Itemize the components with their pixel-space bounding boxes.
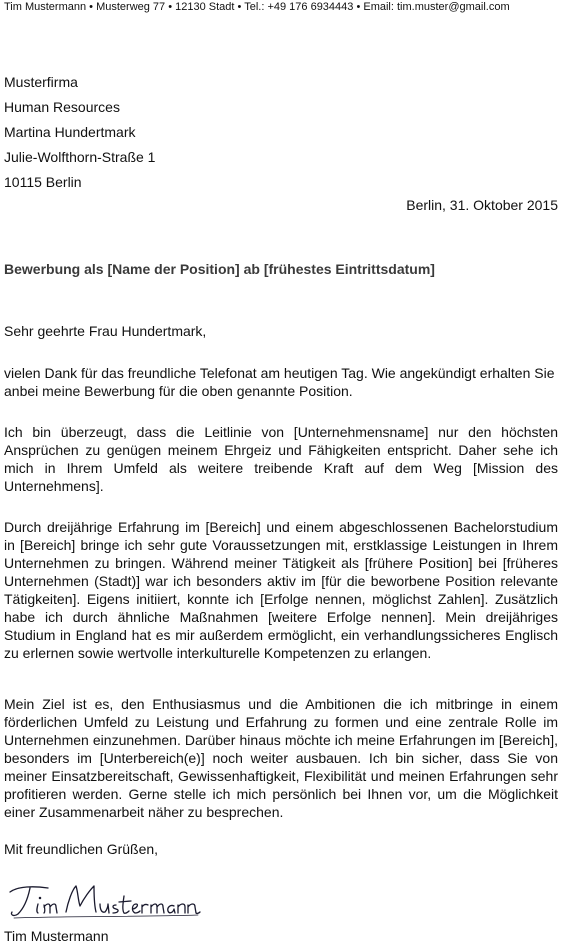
recipient-company: Musterfirma xyxy=(4,74,78,90)
salutation: Sehr geehrte Frau Hundertmark, xyxy=(4,323,207,339)
handwritten-signature xyxy=(4,878,204,922)
recipient-address xyxy=(4,70,155,195)
closing-phrase: Mit freundlichen Grüßen, xyxy=(4,841,159,857)
paragraph-2: Ich bin überzeugt, dass die Leitlinie von [Unternehmensname] nur den höchsten Ansprüchen zu genügen meinem Ehrgeiz und Fähigkeiten entspricht. Daher sehe ich mich in Ihrem Umfeld als weitere treibende Kraft auf dem Weg [Mission des Unternehmens]. xyxy=(4,424,558,494)
recipient-city: 10115 Berlin xyxy=(4,174,82,190)
recipient-department: Human Resources xyxy=(4,99,120,115)
recipient-street: Julie-Wolfthorn-Straße 1 xyxy=(4,149,156,165)
letter-date: Berlin, 31. Oktober 2015 xyxy=(406,197,558,213)
recipient-name: Martina Hundertmark xyxy=(4,124,136,140)
paragraph-3: Durch dreijährige Erfahrung im [Bereich] und einem abgeschlossenen Bachelorstudium in [Bereich] bringe ich sehr gute Voraussetzungen mit, erstklassige Leistungen in Ihrem Unternehmen zu bringen. Während meiner Tätigkeit als [frühere Position] bei [früheres Unternehmen (Stadt)] war ich besonders aktiv im [für die beworbene Position relevante Tätigkeiten]. Eigens initiiert, konnte ich [Erfolge nennen, möglichst Zahlen]. Zusätzlich habe ich durch ähnliche Maßnahmen [weitere Erfolge nennen]. Mein dreijähriges Studium in England hat es mir außerdem ermöglicht, ein verhandlungssicheres Englisch zu erlernen sowie wertvolle interkulturelle Kompetenzen zu erlangen. xyxy=(4,519,558,661)
letter-subject: Bewerbung als [Name der Position] ab [frühestes Eintrittsdatum] xyxy=(4,261,435,277)
signer-name: Tim Mustermann xyxy=(4,928,109,944)
paragraph-1: vielen Dank für das freundliche Telefonat am heutigen Tag. Wie angekündigt erhalten Sie anbei meine Bewerbung für die oben genannte Position. xyxy=(4,365,555,399)
paragraph-4: Mein Ziel ist es, den Enthusiasmus und die Ambitionen die ich mitbringe in einem förderlichen Umfeld zu Leistung und Erfahrung zu formen und eine zentrale Rolle im Unternehmen einzunehmen. Darüber hinaus möchte ich meine Erfahrungen im [Bereich], besonders im [Unterbereich(e)] noch weiter ausbauen. Ich bin sicher, dass Sie von meiner Einsatzbereitschaft, Gewissenhaftigkeit, Flexibilität und meinen Erfahrungen sehr profitieren werden. Gerne stelle ich mich persönlich bei Ihnen vor, um die Möglichkeit einer Zusammenarbeit näher zu besprechen. xyxy=(4,696,558,820)
sender-contact-line: Tim Mustermann • Musterweg 77 • 12130 Stadt • Tel.: +49 176 6934443 • Email: tim.muster@gmail.com xyxy=(4,1,510,13)
